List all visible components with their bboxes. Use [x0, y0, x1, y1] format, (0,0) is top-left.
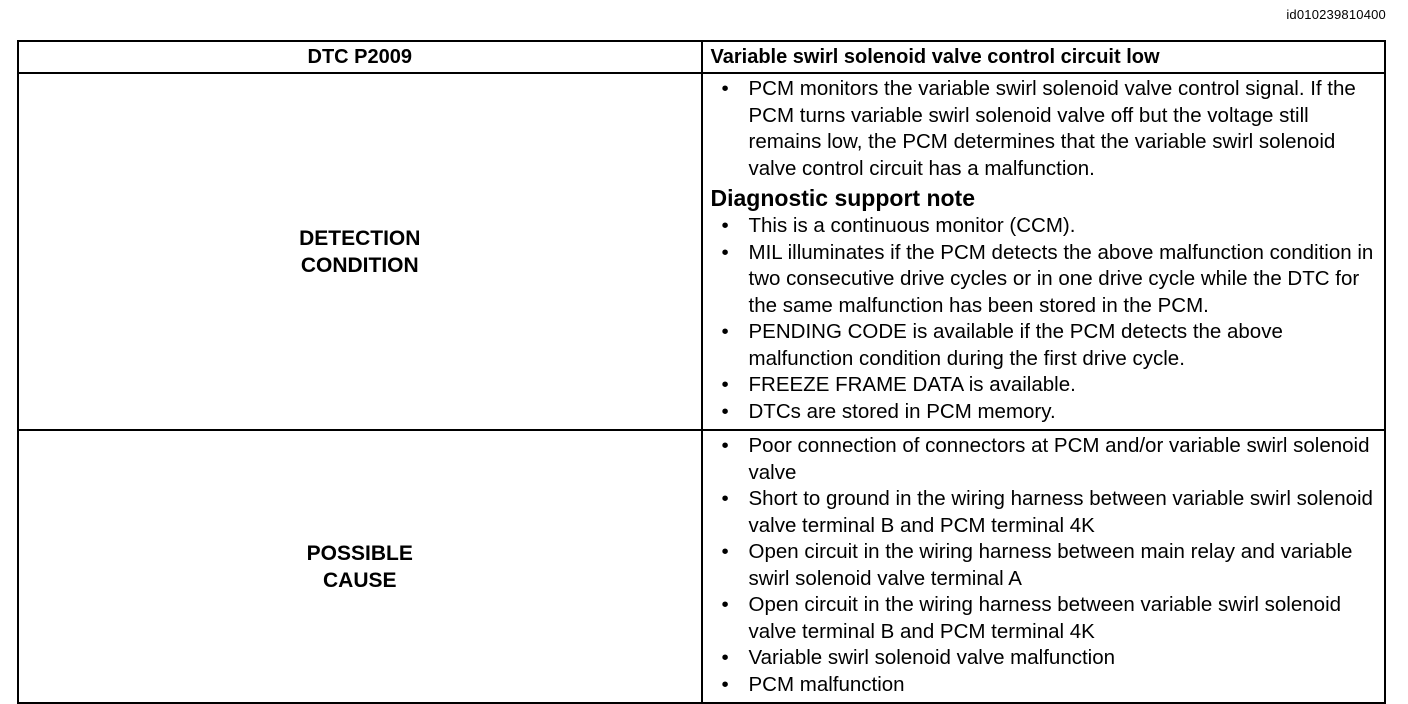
- bullet-text: Variable swirl solenoid valve malfunction: [748, 646, 1116, 669]
- bullet-icon: •: [721, 77, 729, 100]
- dtc-table: [17, 40, 1386, 704]
- detection-intro-list: [711, 76, 1375, 182]
- bullet-text: Open circuit in the wiring harness between variable swirl solenoid valve terminal B and PCM terminal 4K: [748, 593, 1342, 643]
- list-item: [711, 213, 1375, 240]
- bullet-text: DTCs are stored in PCM memory.: [748, 399, 1056, 423]
- detection-condition-content: [702, 73, 1386, 430]
- bullet-text: Short to ground in the wiring harness between variable swirl solenoid valve terminal B and PCM terminal 4K: [748, 487, 1373, 537]
- bullet-icon: •: [721, 399, 729, 423]
- bullet-text: PCM malfunction: [748, 672, 905, 696]
- bullet-icon: •: [721, 373, 729, 396]
- bullet-text: This is a continuous monitor (CCM).: [748, 214, 1076, 237]
- list-item: [711, 433, 1375, 486]
- diagnostic-note-heading: Diagnostic support note: [710, 185, 975, 211]
- bullet-text: PCM monitors the variable swirl solenoid valve control signal. If the PCM turns variable swirl solenoid valve off but the voltage still remains low, the PCM determines that the variable swirl solenoid valve control circuit has a malfunction.: [748, 77, 1356, 180]
- document-id: id010239810400: [1286, 7, 1386, 22]
- list-item: [711, 76, 1375, 182]
- possible-cause-content: [702, 430, 1386, 703]
- list-item: [711, 645, 1375, 672]
- bullet-icon: •: [721, 434, 729, 457]
- list-item: [711, 592, 1375, 645]
- detection-label-line2: CONDITION: [300, 253, 419, 277]
- detection-condition-label: [18, 73, 702, 430]
- detection-row: [18, 73, 1385, 430]
- list-item: [711, 672, 1375, 699]
- list-item: [711, 539, 1375, 592]
- bullet-icon: •: [721, 320, 729, 343]
- bullet-text: FREEZE FRAME DATA is available.: [748, 373, 1076, 396]
- cause-row: [18, 430, 1385, 703]
- list-item: [711, 319, 1375, 372]
- bullet-text: MIL illuminates if the PCM detects the above malfunction condition in two consecutive drive cycles or in one drive cycle while the DTC for the same malfunction has been stored in the PCM.: [748, 240, 1374, 317]
- possible-cause-label: [18, 430, 702, 703]
- bullet-icon: •: [721, 240, 729, 264]
- bullet-text: PENDING CODE is available if the PCM detects the above malfunction condition during the first drive cycle.: [748, 320, 1283, 370]
- list-item: [711, 399, 1375, 426]
- dtc-code: DTC P2009: [18, 41, 702, 73]
- header-row: [18, 41, 1385, 73]
- bullet-text: Open circuit in the wiring harness between main relay and variable swirl solenoid valve terminal A: [748, 540, 1353, 590]
- cause-label-line1: POSSIBLE: [306, 541, 413, 565]
- diagnostic-notes-list: [711, 213, 1375, 425]
- bullet-icon: •: [721, 214, 729, 237]
- bullet-icon: •: [721, 646, 729, 669]
- detection-label-line1: DETECTION: [299, 226, 421, 250]
- list-item: [711, 240, 1375, 320]
- cause-label-line2: CAUSE: [322, 568, 397, 592]
- list-item: [711, 372, 1375, 399]
- bullet-text: Poor connection of connectors at PCM and/or variable swirl solenoid valve: [748, 434, 1370, 484]
- bullet-icon: •: [721, 487, 729, 510]
- bullet-icon: •: [721, 593, 729, 616]
- list-item: [711, 486, 1375, 539]
- bullet-icon: •: [721, 540, 729, 563]
- possible-cause-list: [711, 433, 1375, 698]
- bullet-icon: •: [721, 672, 729, 696]
- dtc-title: Variable swirl solenoid valve control circuit low: [702, 41, 1386, 73]
